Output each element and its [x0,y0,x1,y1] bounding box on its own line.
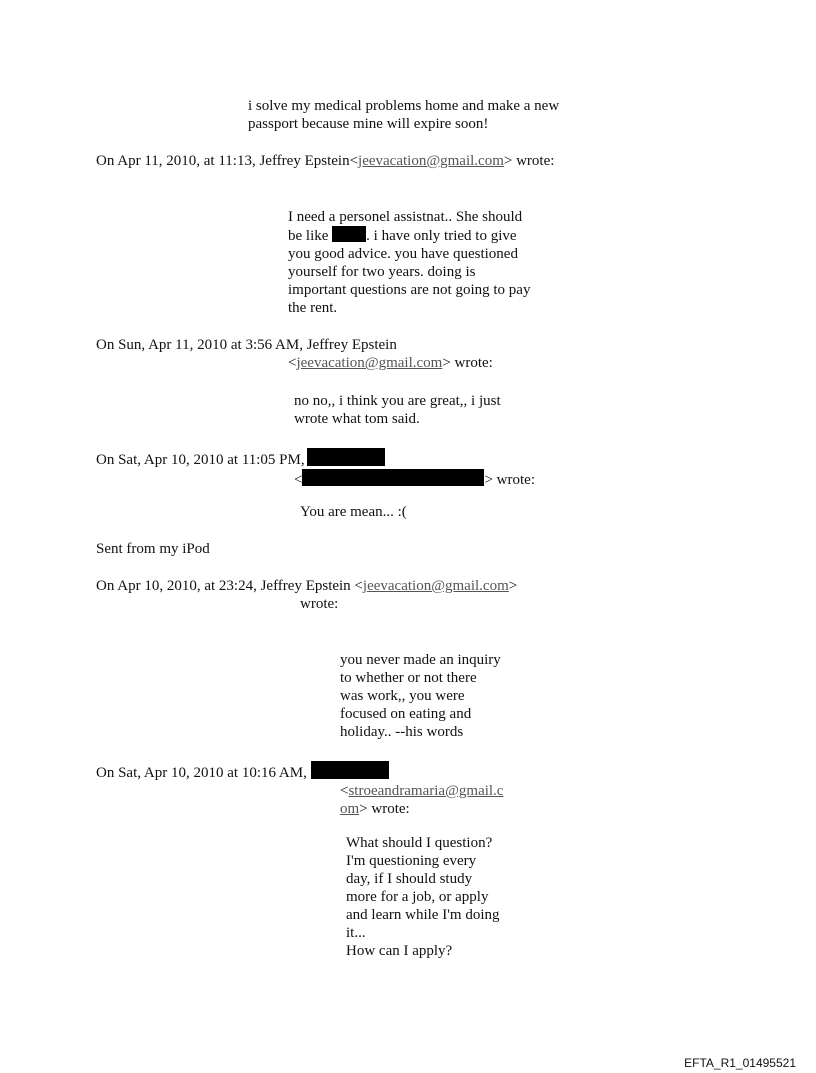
message-line: yourself for two years. doing is [288,264,476,280]
header-line: On Sun, Apr 11, 2010 at 3:56 AM, Jeffrey Epstein [96,337,397,353]
message-line: wrote what tom said. [294,411,420,427]
document-id: EFTA_R1_01495521 [684,1056,796,1070]
message-line: was work,, you were [340,688,465,704]
message-line: day, if I should study [346,871,473,887]
quoted-message-1 [288,208,530,317]
header-line [96,577,517,595]
message-line: holiday.. --his words [340,724,464,740]
header-line [96,448,535,469]
header-prefix: On Apr 11, 2010, at 11:13, Jeffrey Epstein< [96,153,359,169]
email-link[interactable]: jeevacation@gmail.com [296,355,443,371]
header-line [96,354,493,372]
redaction-box [332,226,366,242]
email-link[interactable]: jeevacation@gmail.com [362,578,509,594]
message-line: the rent. [288,300,338,316]
header-line [96,469,535,489]
message-line: focused on eating and [340,706,472,722]
message-line: I need a personel assistnat.. She should [288,209,523,225]
quote-header-4 [96,577,517,613]
message-line: I'm questioning every [346,853,477,869]
message-line [288,226,530,245]
header-suffix: > wrote: [484,472,535,488]
header-prefix: < [340,783,349,799]
message-line: no no,, i think you are great,, i just [294,393,501,409]
message-text: be like [288,228,329,244]
quoted-message-5 [346,834,500,960]
header-suffix: > wrote: [359,801,410,817]
message-line: important questions are not going to pay [288,282,531,298]
header-suffix: > wrote: [503,153,555,169]
redaction-box [302,469,484,486]
top-reply-line: passport because mine will expire soon! [248,116,489,132]
top-reply [248,97,559,133]
header-suffix: > [508,578,518,594]
redaction-box [311,761,389,779]
message-line: How can I apply? [346,943,453,959]
signature-text: Sent from my iPod [96,541,210,557]
redaction-box [307,448,385,466]
quoted-message-3 [300,503,407,521]
header-line [96,782,503,800]
email-link[interactable]: stroeandramaria@gmail.c [348,783,504,799]
header-prefix: < [294,472,303,488]
header-prefix: < [288,355,297,371]
header-text: On Sat, Apr 10, 2010 at 11:05 PM, [96,452,305,468]
message-text: . i have only tried to give [366,228,517,244]
quoted-message-4 [340,651,501,741]
header-line: wrote: [300,596,339,612]
quote-header-2 [96,336,493,372]
header-suffix: > wrote: [442,355,493,371]
header-line [96,800,503,818]
header-text: On Sat, Apr 10, 2010 at 10:16 AM, [96,765,307,781]
message-line: more for a job, or apply [346,889,489,905]
message-line: and learn while I'm doing [346,907,500,923]
email-link[interactable]: om [340,801,360,817]
message-line: What should I question? [346,835,493,851]
quote-header-1 [96,152,554,170]
message-line: you good advice. you have questioned [288,246,518,262]
message-line: to whether or not there [340,670,477,686]
quoted-message-2 [294,392,501,428]
message-line: it... [346,925,366,941]
email-link[interactable]: jeevacation@gmail.com [358,153,504,169]
quote-header-5 [96,761,503,818]
message-line: You are mean... :( [300,504,407,520]
header-line [96,761,503,782]
quote-header-3 [96,448,535,489]
message-line: you never made an inquiry [340,652,501,668]
signature [96,540,210,558]
top-reply-line: i solve my medical problems home and make a new [248,98,560,114]
header-prefix: On Apr 10, 2010, at 23:24, Jeffrey Epstein < [96,578,363,594]
